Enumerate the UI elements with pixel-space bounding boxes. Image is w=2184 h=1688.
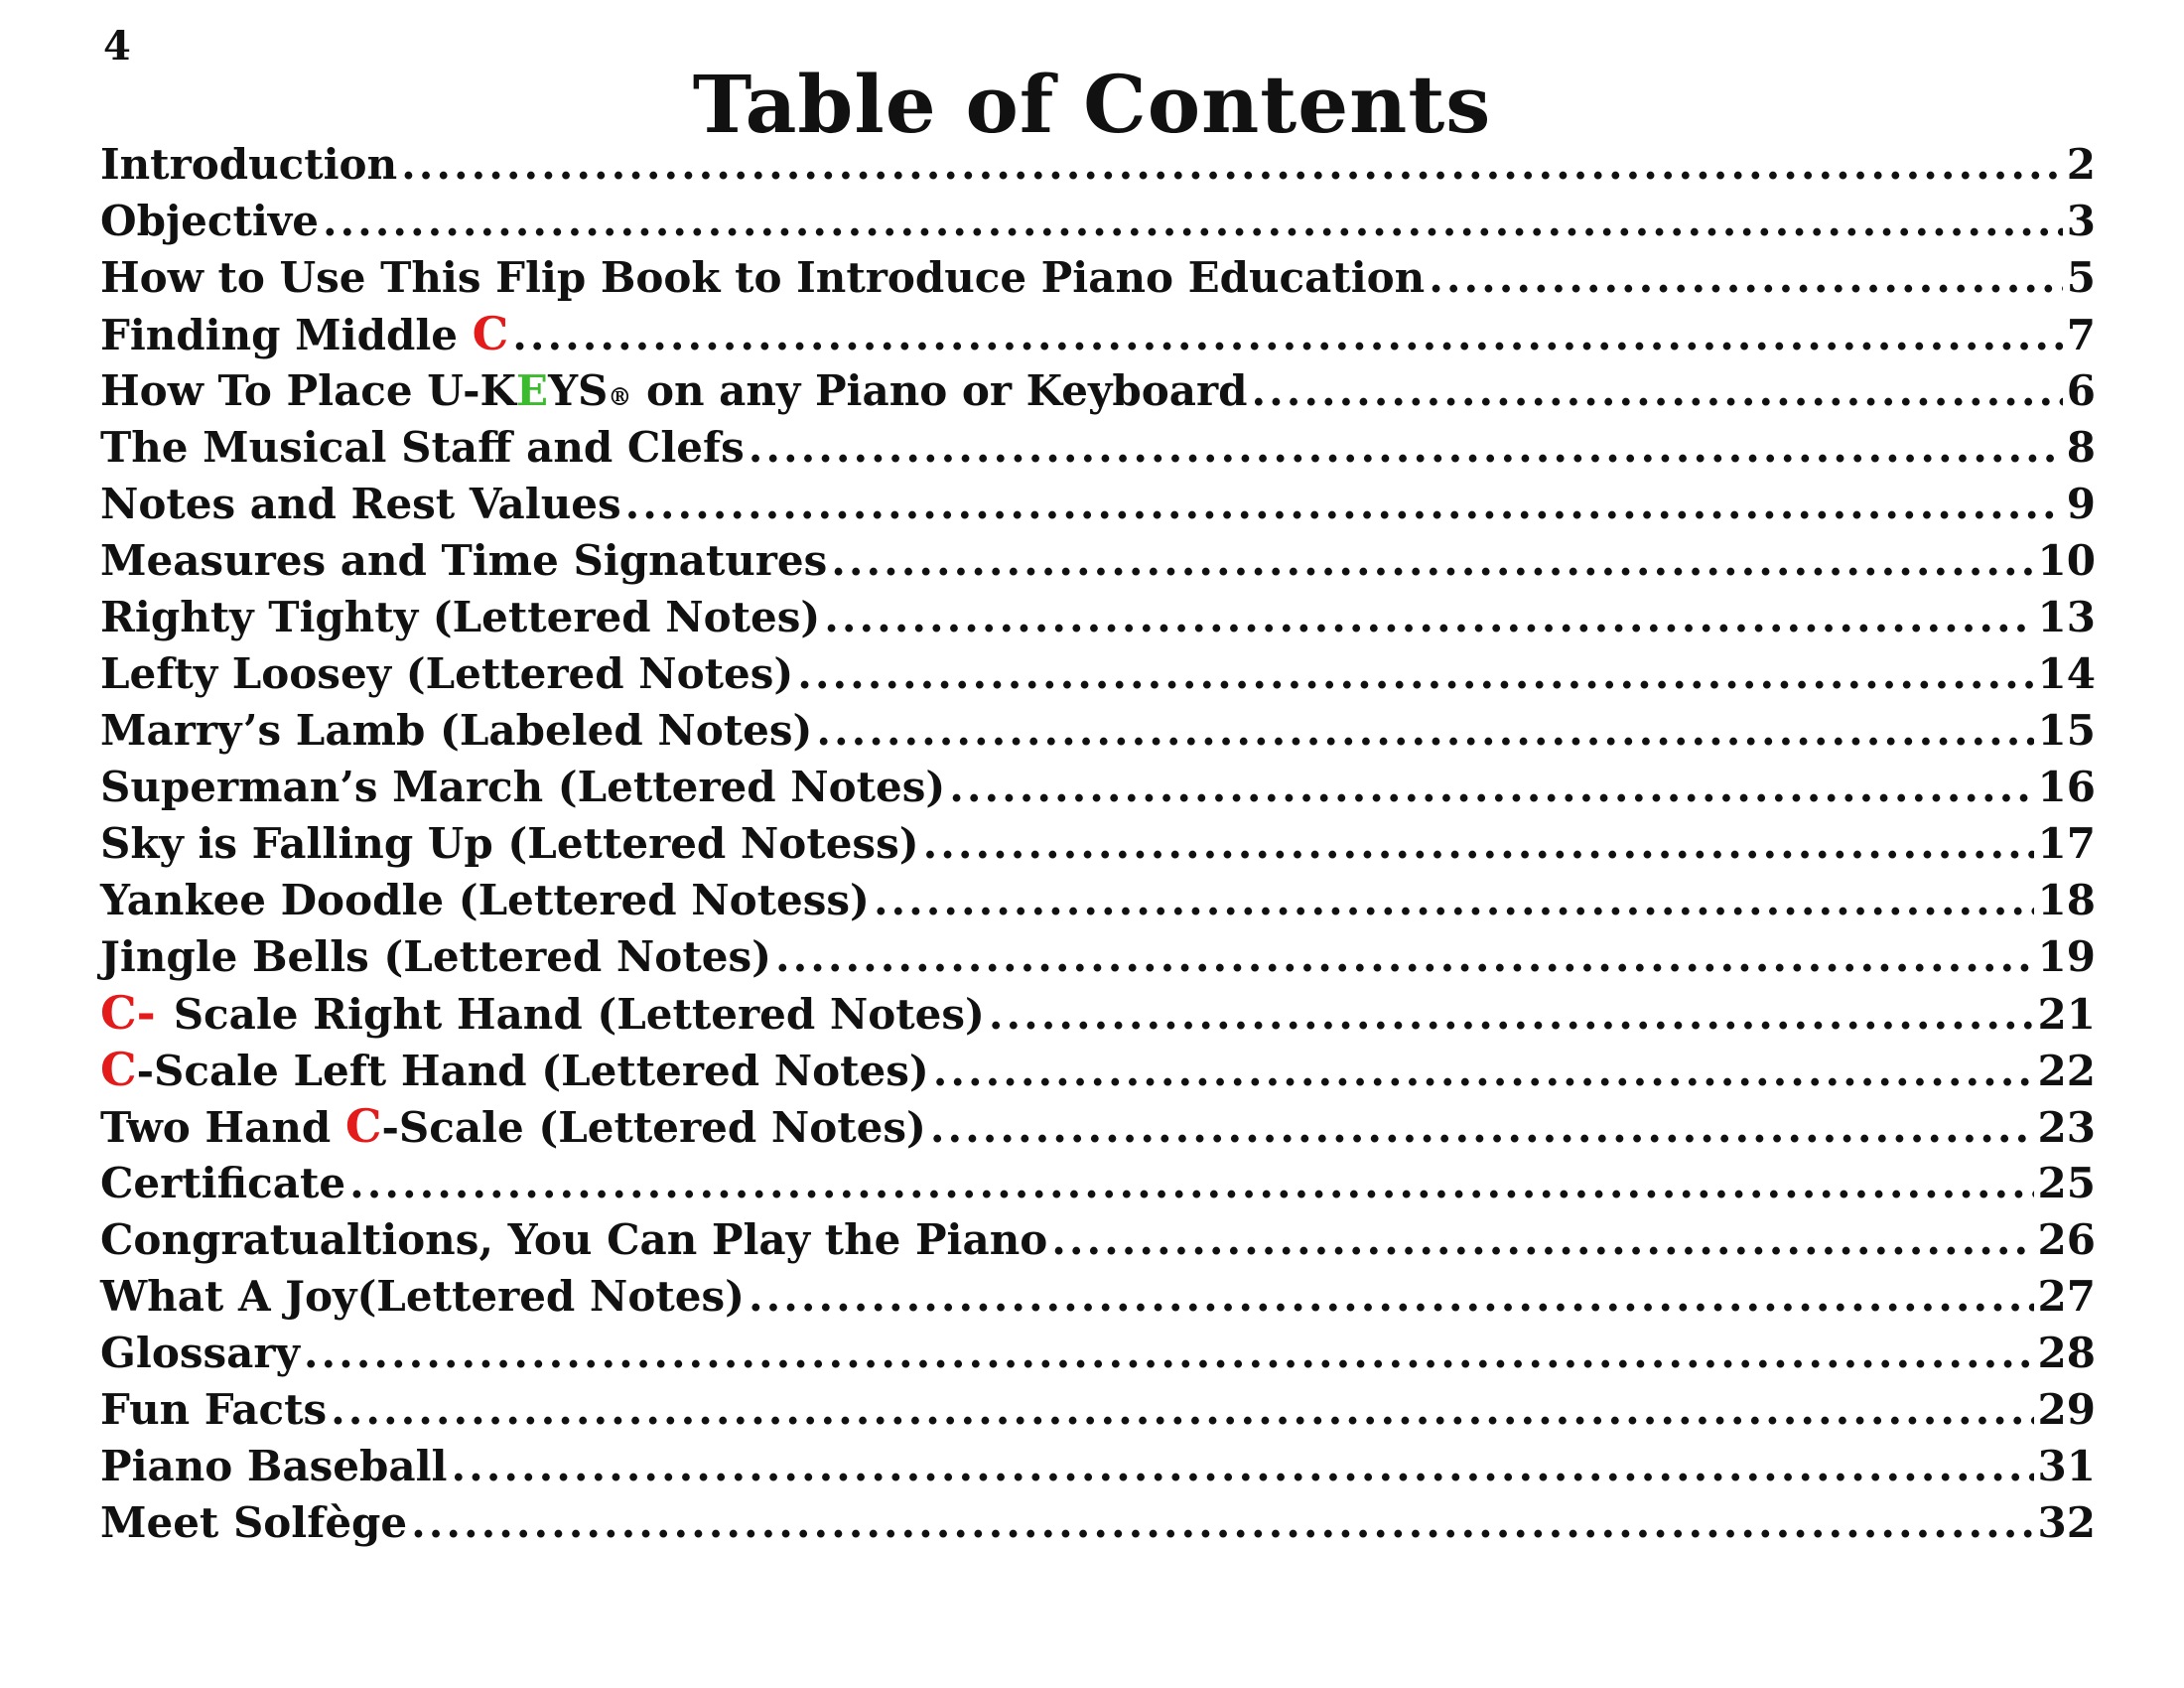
toc-entry-two-hand-c-scale[interactable]: [100, 1098, 2096, 1155]
toc-entry-title: Superman’s March (Lettered Notes): [100, 763, 946, 811]
toc-entry-glossary[interactable]: [100, 1325, 2096, 1381]
toc-entry-page: 13: [2037, 593, 2096, 641]
toc-entry-title: The Musical Staff and Clefs: [100, 423, 745, 472]
toc-entry-title: Righty Tighty (Lettered Notes): [100, 593, 821, 641]
toc-entry-title: [100, 985, 985, 1043]
toc-entry-title-text: Scale Right Hand (Lettered Notes): [173, 990, 985, 1039]
toc-entry-title: Sky is Falling Up (Lettered Notess): [100, 819, 919, 868]
leader-dots: [411, 1494, 2033, 1551]
toc-entry-page: 22: [2037, 1047, 2096, 1095]
toc-entry-title: Congratualtions, You Can Play the Piano: [100, 1215, 1048, 1264]
toc-entry-marrys-lamb[interactable]: [100, 702, 2096, 759]
toc-entry-c-scale-left-hand[interactable]: [100, 1042, 2096, 1098]
toc-entry-page: 2: [2066, 140, 2096, 189]
toc-entry-title: Glossary: [100, 1329, 300, 1377]
toc-entry-notes-rest-values[interactable]: [100, 476, 2096, 532]
toc-entry-title: Meet Solfège: [100, 1498, 408, 1547]
leader-dots: [930, 1099, 2034, 1156]
leader-dots: [989, 986, 2034, 1043]
leader-dots: [749, 419, 2063, 476]
toc-entry-sky-is-falling-up[interactable]: [100, 815, 2096, 872]
toc-entry-title: Certificate: [100, 1159, 346, 1207]
toc-entry-page: 28: [2037, 1329, 2096, 1377]
page-title: Table of Contents: [692, 58, 1492, 151]
leader-dots: [323, 193, 2063, 249]
red-note-letter: C: [472, 307, 509, 360]
leader-dots: [512, 307, 2063, 363]
toc-entry-page: 16: [2037, 763, 2096, 811]
leader-dots: [816, 702, 2033, 759]
leader-dots: [349, 1155, 2033, 1211]
toc-entry-measures-time-signatures[interactable]: [100, 532, 2096, 589]
toc-entry-title-text: How To Place U-K: [100, 366, 517, 415]
toc-entry-page: 9: [2066, 480, 2096, 528]
toc-entry-page: 27: [2037, 1272, 2096, 1321]
toc-entry-meet-solfege[interactable]: [100, 1494, 2096, 1551]
toc-entry-page: 17: [2037, 819, 2096, 868]
toc-entry-title: What A Joy(Lettered Notes): [100, 1272, 745, 1321]
toc-entry-how-to-use[interactable]: [100, 249, 2096, 306]
toc-entry-title: Jingle Bells (Lettered Notes): [100, 932, 771, 981]
toc-entry-musical-staff[interactable]: [100, 419, 2096, 476]
toc-entry-certificate[interactable]: [100, 1155, 2096, 1211]
toc-entry-page: 26: [2037, 1215, 2096, 1264]
toc-entry-page: 6: [2066, 366, 2096, 415]
toc-entry-title: Notes and Rest Values: [100, 480, 621, 528]
toc-entry-supermans-march[interactable]: [100, 759, 2096, 815]
toc-entry-page: 19: [2037, 932, 2096, 981]
leader-dots: [401, 136, 2063, 193]
toc-entry-title-text: Two Hand: [100, 1103, 345, 1152]
toc-entry-jingle-bells[interactable]: [100, 928, 2096, 985]
toc-entry-title: Measures and Time Signatures: [100, 536, 828, 585]
toc-entry-what-a-joy[interactable]: [100, 1268, 2096, 1325]
toc-entry-yankee-doodle[interactable]: [100, 872, 2096, 928]
toc-entry-title-text: -Scale Left Hand (Lettered Notes): [136, 1047, 929, 1095]
toc-entry-fun-facts[interactable]: [100, 1381, 2096, 1438]
toc-entry-title-text: -Scale (Lettered Notes): [381, 1103, 926, 1152]
toc-entry-title: [100, 1098, 926, 1156]
toc-entry-page: 18: [2037, 876, 2096, 924]
toc-entry-page: 14: [2037, 649, 2096, 698]
red-note-letter: C-: [100, 986, 156, 1040]
toc-entry-title: Lefty Loosey (Lettered Notes): [100, 649, 794, 698]
leader-dots: [625, 476, 2063, 532]
toc-entry-page: 23: [2037, 1103, 2096, 1152]
leader-dots: [304, 1325, 2034, 1381]
toc-entry-page: 5: [2066, 253, 2096, 302]
toc-entry-title: How to Use This Flip Book to Introduce Piano Education: [100, 253, 1426, 302]
leader-dots: [1429, 249, 2063, 306]
toc-entry-page: 21: [2037, 990, 2096, 1039]
page-number: 4: [103, 23, 131, 70]
toc-entry-place-u-keys[interactable]: [100, 362, 2096, 419]
toc-entry-title: Yankee Doodle (Lettered Notess): [100, 876, 870, 924]
leader-dots: [749, 1268, 2034, 1325]
leader-dots: [331, 1381, 2033, 1438]
toc-entry-righty-tighty[interactable]: [100, 589, 2096, 645]
toc-entry-piano-baseball[interactable]: [100, 1438, 2096, 1494]
toc-entry-page: 7: [2066, 311, 2096, 359]
red-note-letter: C: [344, 1099, 382, 1153]
toc-entry-title-text: on any Piano or Keyboard: [631, 366, 1248, 415]
registered-mark: ®: [608, 382, 632, 411]
toc-entry-lefty-loosey[interactable]: [100, 645, 2096, 702]
leader-dots: [933, 1043, 2034, 1099]
toc-entry-title: Objective: [100, 197, 319, 245]
toc-entry-page: 25: [2037, 1159, 2096, 1207]
toc-entry-introduction[interactable]: [100, 136, 2096, 193]
toc-entry-title: Piano Baseball: [100, 1442, 448, 1490]
toc-entry-title: Fun Facts: [100, 1385, 328, 1434]
toc-entry-page: 10: [2037, 536, 2096, 585]
leader-dots: [1051, 1211, 2033, 1268]
toc-entry-finding-middle-c[interactable]: [100, 306, 2096, 362]
green-letter: E: [516, 366, 549, 415]
toc-entry-page: 3: [2066, 197, 2096, 245]
toc-entry-page: 31: [2037, 1442, 2096, 1490]
leader-dots: [775, 928, 2034, 985]
leader-dots: [923, 815, 2034, 872]
toc-entry-page: 29: [2037, 1385, 2096, 1434]
toc-entry-title-text: YS: [548, 366, 609, 415]
toc-entry-title: [100, 362, 1247, 425]
leader-dots: [824, 589, 2033, 645]
toc-entry-title: [100, 306, 508, 363]
leader-dots: [831, 532, 2033, 589]
toc-entry-congratulations[interactable]: [100, 1211, 2096, 1268]
toc-entry-title: Marry’s Lamb (Labeled Notes): [100, 706, 813, 755]
leader-dots: [797, 645, 2033, 702]
toc-entry-c-scale-right-hand[interactable]: [100, 985, 2096, 1042]
leader-dots: [452, 1438, 2034, 1494]
red-note-letter: C: [100, 1043, 137, 1096]
leader-dots: [1251, 362, 2062, 419]
toc-entry-page: 32: [2037, 1498, 2096, 1547]
table-of-contents: [100, 136, 2096, 1551]
leader-dots: [874, 872, 2034, 928]
toc-entry-title: [100, 1042, 929, 1099]
toc-entry-page: 15: [2037, 706, 2096, 755]
leader-dots: [949, 759, 2033, 815]
toc-entry-page: 8: [2066, 423, 2096, 472]
toc-entry-objective[interactable]: [100, 193, 2096, 249]
toc-entry-title-text: Finding Middle: [100, 311, 473, 359]
toc-entry-title: Introduction: [100, 140, 398, 189]
